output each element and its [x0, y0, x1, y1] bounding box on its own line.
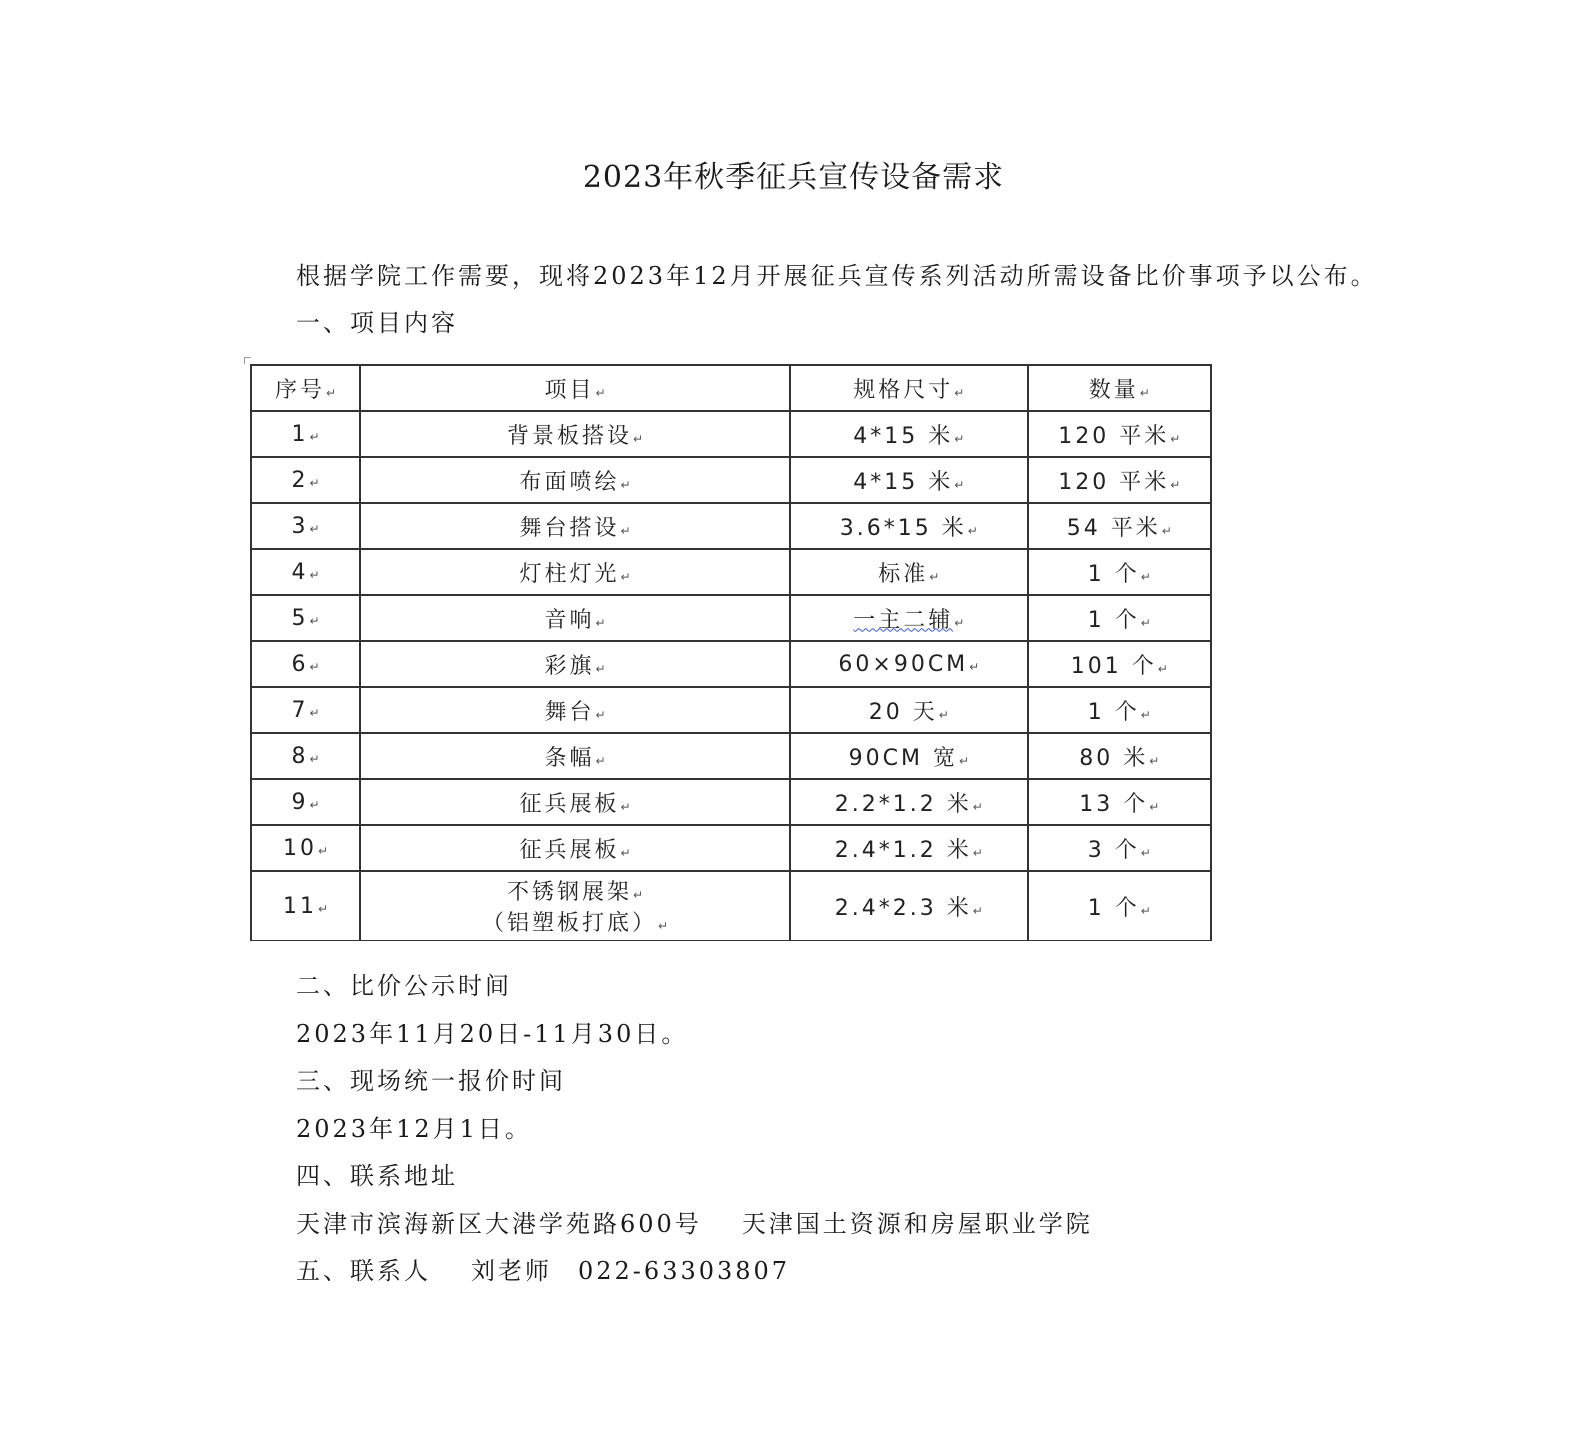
- price-notice-dates: 2023年11月20日-11月30日。: [296, 1020, 689, 1048]
- cell-spec: [790, 687, 1027, 733]
- paragraph-mark: ↵: [1140, 615, 1151, 630]
- paragraph-mark: ↵: [1149, 753, 1160, 768]
- document-title: 2023年秋季征兵宣传设备需求: [582, 160, 1005, 195]
- paragraph-mark: ↵: [309, 567, 320, 582]
- paragraph-mark: ↵: [1149, 799, 1160, 814]
- cell-text: 音响: [544, 607, 595, 633]
- cell-qty: [1028, 825, 1211, 871]
- table-row: [251, 503, 1211, 549]
- paragraph-mark: ↵: [595, 385, 606, 400]
- cell-spec: [790, 641, 1027, 687]
- cell-text: 2.2*1.2 米: [834, 791, 972, 817]
- paragraph-mark: ↵: [954, 477, 965, 492]
- table-row: [251, 595, 1211, 641]
- cell-qty: [1028, 457, 1211, 503]
- table-row: [251, 687, 1211, 733]
- paragraph-mark: ↵: [317, 901, 329, 916]
- paragraph-mark: ↵: [972, 845, 983, 860]
- paragraph-mark: ↵: [309, 613, 320, 628]
- cell-seq: [251, 457, 360, 503]
- table-row: [251, 457, 1211, 503]
- table-row: [251, 871, 1211, 941]
- paragraph-mark: ↵: [309, 797, 320, 812]
- section-heading-contact: 五、联系人: [296, 1257, 431, 1285]
- cell-text: 1 个: [1087, 895, 1140, 921]
- paragraph-mark: ↵: [972, 903, 983, 918]
- cell-item: [360, 825, 790, 871]
- paragraph-mark: ↵: [1157, 661, 1168, 676]
- cell-seq: [251, 641, 360, 687]
- address-line: [296, 1204, 1093, 1239]
- cell-seq: [251, 733, 360, 779]
- cell-text: 背景板搭设: [507, 423, 633, 449]
- cell-seq: [251, 411, 360, 457]
- paragraph-mark: ↵: [309, 475, 320, 490]
- cell-text: 4: [291, 559, 309, 585]
- cell-qty: [1028, 641, 1211, 687]
- table-row: [251, 733, 1211, 779]
- cell-text: （铝塑板打底）: [482, 911, 658, 936]
- cell-text: 4*15 米: [853, 423, 954, 449]
- cell-text: 5: [291, 605, 309, 631]
- cell-item: [360, 411, 790, 457]
- paragraph-mark: ↵: [972, 799, 983, 814]
- cell-qty: [1028, 779, 1211, 825]
- cell-text: 90CM 宽: [848, 745, 958, 771]
- cell-seq: [251, 871, 360, 941]
- cell-spec: [790, 503, 1027, 549]
- cell-text: 101 个: [1070, 653, 1157, 679]
- cell-item: [360, 871, 790, 941]
- cell-text: 舞台: [544, 699, 595, 725]
- spellcheck-underlined-text: 一主二辅: [853, 607, 954, 633]
- paragraph-mark: ↵: [620, 523, 631, 538]
- cell-text: 序号: [274, 377, 325, 403]
- header-spec: [790, 365, 1027, 411]
- requirements-table: [250, 364, 1212, 941]
- section-heading-address: 四、联系地址: [296, 1162, 458, 1190]
- paragraph-mark: ↵: [954, 431, 965, 446]
- cell-spec: [790, 733, 1027, 779]
- cell-text: 数量: [1088, 377, 1139, 403]
- paragraph-mark: ↵: [309, 659, 320, 674]
- paragraph-mark: ↵: [595, 753, 606, 768]
- cell-seq: [251, 825, 360, 871]
- cell-text: 征兵展板: [519, 837, 620, 863]
- cell-text: 3 个: [1087, 837, 1140, 863]
- cell-qty: [1028, 411, 1211, 457]
- address: 天津市滨海新区大港学苑路600号: [296, 1210, 702, 1238]
- cell-item: [360, 503, 790, 549]
- cell-item: [360, 779, 790, 825]
- cell-text: 灯柱灯光: [519, 561, 620, 587]
- cell-text: 2: [291, 467, 309, 493]
- paragraph-mark: ↵: [967, 523, 978, 538]
- paragraph-mark: ↵: [938, 707, 949, 722]
- cell-spec: [790, 549, 1027, 595]
- paragraph-mark: ↵: [620, 845, 631, 860]
- paragraph-mark: ↵: [620, 799, 631, 814]
- cell-text: 54 平米: [1066, 515, 1161, 541]
- paragraph-mark: ↵: [595, 615, 606, 630]
- paragraph-mark: ↵: [595, 661, 606, 676]
- paragraph-mark: ↵: [309, 429, 320, 444]
- cell-text: 1 个: [1087, 699, 1140, 725]
- paragraph-mark: ↵: [325, 385, 337, 400]
- cell-text: 9: [291, 789, 309, 815]
- cell-text: 13 个: [1079, 791, 1149, 817]
- contact-line: [296, 1251, 790, 1286]
- paragraph-mark: ↵: [595, 707, 606, 722]
- table-row: [251, 779, 1211, 825]
- cell-text: 1 个: [1087, 607, 1140, 633]
- cell-seq: [251, 549, 360, 595]
- cell-spec: [790, 457, 1027, 503]
- table-row: [251, 825, 1211, 871]
- cell-text: 1: [291, 421, 309, 447]
- cell-qty: [1028, 595, 1211, 641]
- cell-text: 3.6*15 米: [839, 515, 967, 541]
- cell-text: 80 米: [1079, 745, 1149, 771]
- cell-spec: [790, 779, 1027, 825]
- paragraph-mark: ↵: [1140, 569, 1151, 584]
- paragraph-mark: ↵: [309, 705, 320, 720]
- cell-text: 2.4*2.3 米: [834, 895, 972, 921]
- cell-text: 标准: [878, 561, 929, 587]
- cell-qty: [1028, 503, 1211, 549]
- paragraph-mark: ↵: [1161, 523, 1172, 538]
- cell-text: 20 天: [868, 699, 938, 725]
- paragraph-mark: ↵: [309, 521, 320, 536]
- cell-item: [360, 549, 790, 595]
- cell-text: 彩旗: [544, 653, 595, 679]
- cell-text: 120 平米: [1058, 423, 1170, 449]
- cell-seq: [251, 687, 360, 733]
- cell-text: 项目: [544, 377, 595, 403]
- paragraph-mark: ↵: [958, 753, 970, 768]
- paragraph-mark: ↵: [1140, 903, 1151, 918]
- cell-text: 不锈钢展架: [507, 880, 633, 905]
- section-heading-price-notice-time: 二、比价公示时间: [296, 972, 512, 1000]
- contact-phone: 022-63303807: [578, 1257, 791, 1285]
- cell-item: [360, 457, 790, 503]
- quote-date: 2023年12月1日。: [296, 1115, 532, 1143]
- contact-name: 刘老师: [471, 1257, 552, 1285]
- cell-item: [360, 733, 790, 779]
- paragraph-mark: ↵: [1140, 707, 1151, 722]
- cell-item: [360, 595, 790, 641]
- paragraph-mark: ↵: [929, 569, 940, 584]
- cell-text: 4*15 米: [853, 469, 954, 495]
- cell-qty: [1028, 871, 1211, 941]
- cell-spec: [790, 411, 1027, 457]
- paragraph-mark: ↵: [954, 615, 965, 630]
- cell-text: 11: [282, 893, 317, 919]
- table-row: [251, 411, 1211, 457]
- paragraph-mark: ↵: [317, 843, 329, 858]
- table-row: [251, 641, 1211, 687]
- paragraph-mark: ↵: [954, 385, 965, 400]
- section-heading-project-content: 一、项目内容: [296, 309, 458, 337]
- cell-text: 6: [291, 651, 309, 677]
- cell-text: 8: [291, 743, 309, 769]
- cell-qty: [1028, 687, 1211, 733]
- cell-text: 1 个: [1087, 561, 1140, 587]
- table-row: [251, 549, 1211, 595]
- paragraph-mark: ↵: [309, 751, 320, 766]
- paragraph-mark: ↵: [1170, 431, 1181, 446]
- header-item: [360, 365, 790, 411]
- paragraph-mark: ↵: [1140, 845, 1151, 860]
- cell-text: 60×90CM: [838, 651, 969, 677]
- cell-item: [360, 687, 790, 733]
- institution-name: 天津国土资源和房屋职业学院: [741, 1210, 1093, 1238]
- table-anchor-mark: [244, 357, 251, 364]
- cell-text: 3: [291, 513, 309, 539]
- cell-seq: [251, 503, 360, 549]
- paragraph-mark: ↵: [633, 431, 644, 446]
- cell-seq: [251, 779, 360, 825]
- cell-text: 规格尺寸: [853, 377, 954, 403]
- cell-spec: [790, 871, 1027, 941]
- header-qty: [1028, 365, 1211, 411]
- cell-text: 布面喷绘: [519, 469, 620, 495]
- cell-item: [360, 641, 790, 687]
- cell-spec: [790, 825, 1027, 871]
- cell-text: 7: [291, 697, 309, 723]
- header-seq: [251, 365, 360, 411]
- cell-text: 2.4*1.2 米: [834, 837, 972, 863]
- cell-text: 120 平米: [1058, 469, 1170, 495]
- paragraph-mark: ↵: [620, 477, 631, 492]
- section-heading-quote-time: 三、现场统一报价时间: [296, 1067, 566, 1095]
- cell-text: 征兵展板: [519, 791, 620, 817]
- paragraph-mark: ↵: [969, 659, 980, 674]
- paragraph-mark: ↵: [658, 919, 669, 933]
- cell-text: 舞台搭设: [519, 515, 620, 541]
- cell-spec: [790, 595, 1027, 641]
- intro-paragraph: 根据学院工作需要，现将2023年12月开展征兵宣传系列活动所需设备比价事项予以公布。: [296, 262, 1378, 290]
- cell-text: 10: [282, 835, 317, 861]
- paragraph-mark: ↵: [1139, 385, 1150, 400]
- paragraph-mark: ↵: [1170, 477, 1181, 492]
- cell-text: 条幅: [544, 745, 595, 771]
- paragraph-mark: ↵: [633, 888, 644, 902]
- cell-seq: [251, 595, 360, 641]
- cell-qty: [1028, 733, 1211, 779]
- cell-qty: [1028, 549, 1211, 595]
- table-header-row: [251, 365, 1211, 411]
- paragraph-mark: ↵: [620, 569, 631, 584]
